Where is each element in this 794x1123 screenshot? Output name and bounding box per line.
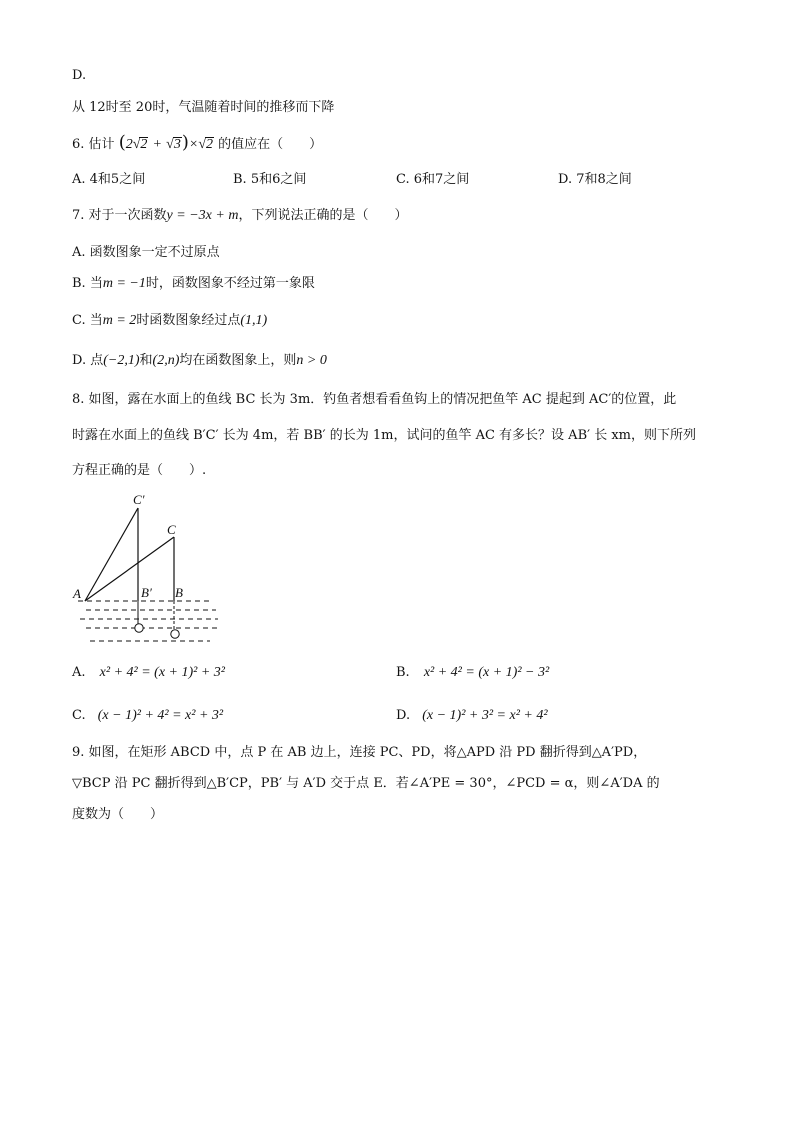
q9-line-3: 度数为（ ） [72,807,164,822]
q6-tail: 的值应在（ ） [218,137,323,152]
label-a: A [73,586,81,601]
q6-option-d: D. 7和8之间 [558,172,632,187]
question-6-stem: 6. 估计 (2√2 + √3)×√2 的值应在（ ） [72,132,323,153]
q6-coef: 2 [125,137,133,152]
q8-b-eq: x² + 4² = (x + 1)² − 3² [423,665,550,680]
q7-option-b [72,275,315,293]
rod-ac-prime [85,508,138,601]
label-c-prime: C′ [133,492,145,507]
q7-c-point: (1,1) [240,313,268,328]
q7-option-c [72,312,267,330]
q8-figure [70,488,230,648]
q8-c-label: C. [72,708,86,723]
q6-number: 6. 估计 [72,137,115,152]
q7-b-m: m = −1 [102,276,146,291]
q8-option-a [72,664,225,682]
q6-times: × [188,137,199,152]
label-b-prime: B′ [141,585,152,600]
q7-c-b: 时函数图象经过点 [136,313,241,328]
q7-d-p1: (−2,1) [103,353,140,368]
q7-b-a: B. 当 [72,276,103,291]
q7-d-a: D. 点 [72,353,104,368]
label-b: B [175,585,183,600]
q7-option-a: A. 函数图象一定不过原点 [72,245,220,260]
q8-d-eq: (x − 1)² + 3² = x² + 4² [422,708,548,723]
q8-a-label: A. [72,665,86,680]
label-c: C [167,522,176,537]
q7-d-n: n > 0 [296,353,327,368]
q7-d-p2: (2,n) [152,353,180,368]
q8-a-eq: x² + 4² = (x + 1)² + 3² [99,665,226,680]
q8-line-3: 方程正确的是（ ）. [72,463,207,478]
q8-d-label: D. [396,708,411,723]
q9-line-1: 9. 如图，在矩形 ABCD 中，点 P 在 AB 边上，连接 PC、PD，将△APD 沿 PD 翻折得到△A′PD， [72,745,647,760]
hook-1 [135,624,143,632]
q6-rad2: 3 [173,137,181,152]
q7-stem-a: 7. 对于一次函数 [72,208,167,223]
q8-line-2: 时露在水面上的鱼线 B′C′ 长为 4m，若 BB′ 的长为 1m，试问的鱼竿 AC 有多长？设 AB′ 长 xm，则下所列 [72,428,697,443]
q7-option-d [72,352,327,370]
q6-option-b: B. 5和6之间 [233,172,307,187]
q6-option-a: A. 4和5之间 [72,172,146,187]
q6-rad3: 2 [206,137,213,152]
q7-b-b: 时，函数图象不经过第一象限 [145,276,315,291]
q7-stem-b: ，下列说法正确的是（ ） [238,208,408,223]
q8-option-c [72,707,223,725]
q8-b-label: B. [396,665,410,680]
hook-2 [171,630,179,638]
q7-d-c: 均在函数图象上，则 [179,353,297,368]
q8-c-eq: (x − 1)² + 4² = x² + 3² [97,708,224,723]
q8-option-d [396,707,548,725]
q6-plus: + [152,137,162,152]
option-d-text: 从 12时至 20时，气温随着时间的推移而下降 [72,100,335,115]
q6-rad1: 2 [140,137,148,152]
question-7-stem [72,207,407,225]
q7-c-m: m = 2 [102,313,137,328]
q8-line-1: 8. 如图，露在水面上的鱼线 BC 长为 3m．钓鱼者想看看鱼钩上的情况把鱼竿 AC 提起到 AC′的位置，此 [72,392,677,407]
q7-function: y = −3x + m [166,208,239,223]
q7-c-a: C. 当 [72,313,103,328]
rod-ac [85,537,174,601]
q7-d-b: 和 [139,353,153,368]
q8-option-b [396,664,549,682]
q6-option-c: C. 6和7之间 [396,172,470,187]
option-d-label: D. [72,68,87,83]
q9-line-2: ▽BCP 沿 PC 翻折得到△B′CP，PB′ 与 A′D 交于点 E．若∠A′PE = 30°，∠PCD = α，则∠A′DA 的 [72,776,660,791]
